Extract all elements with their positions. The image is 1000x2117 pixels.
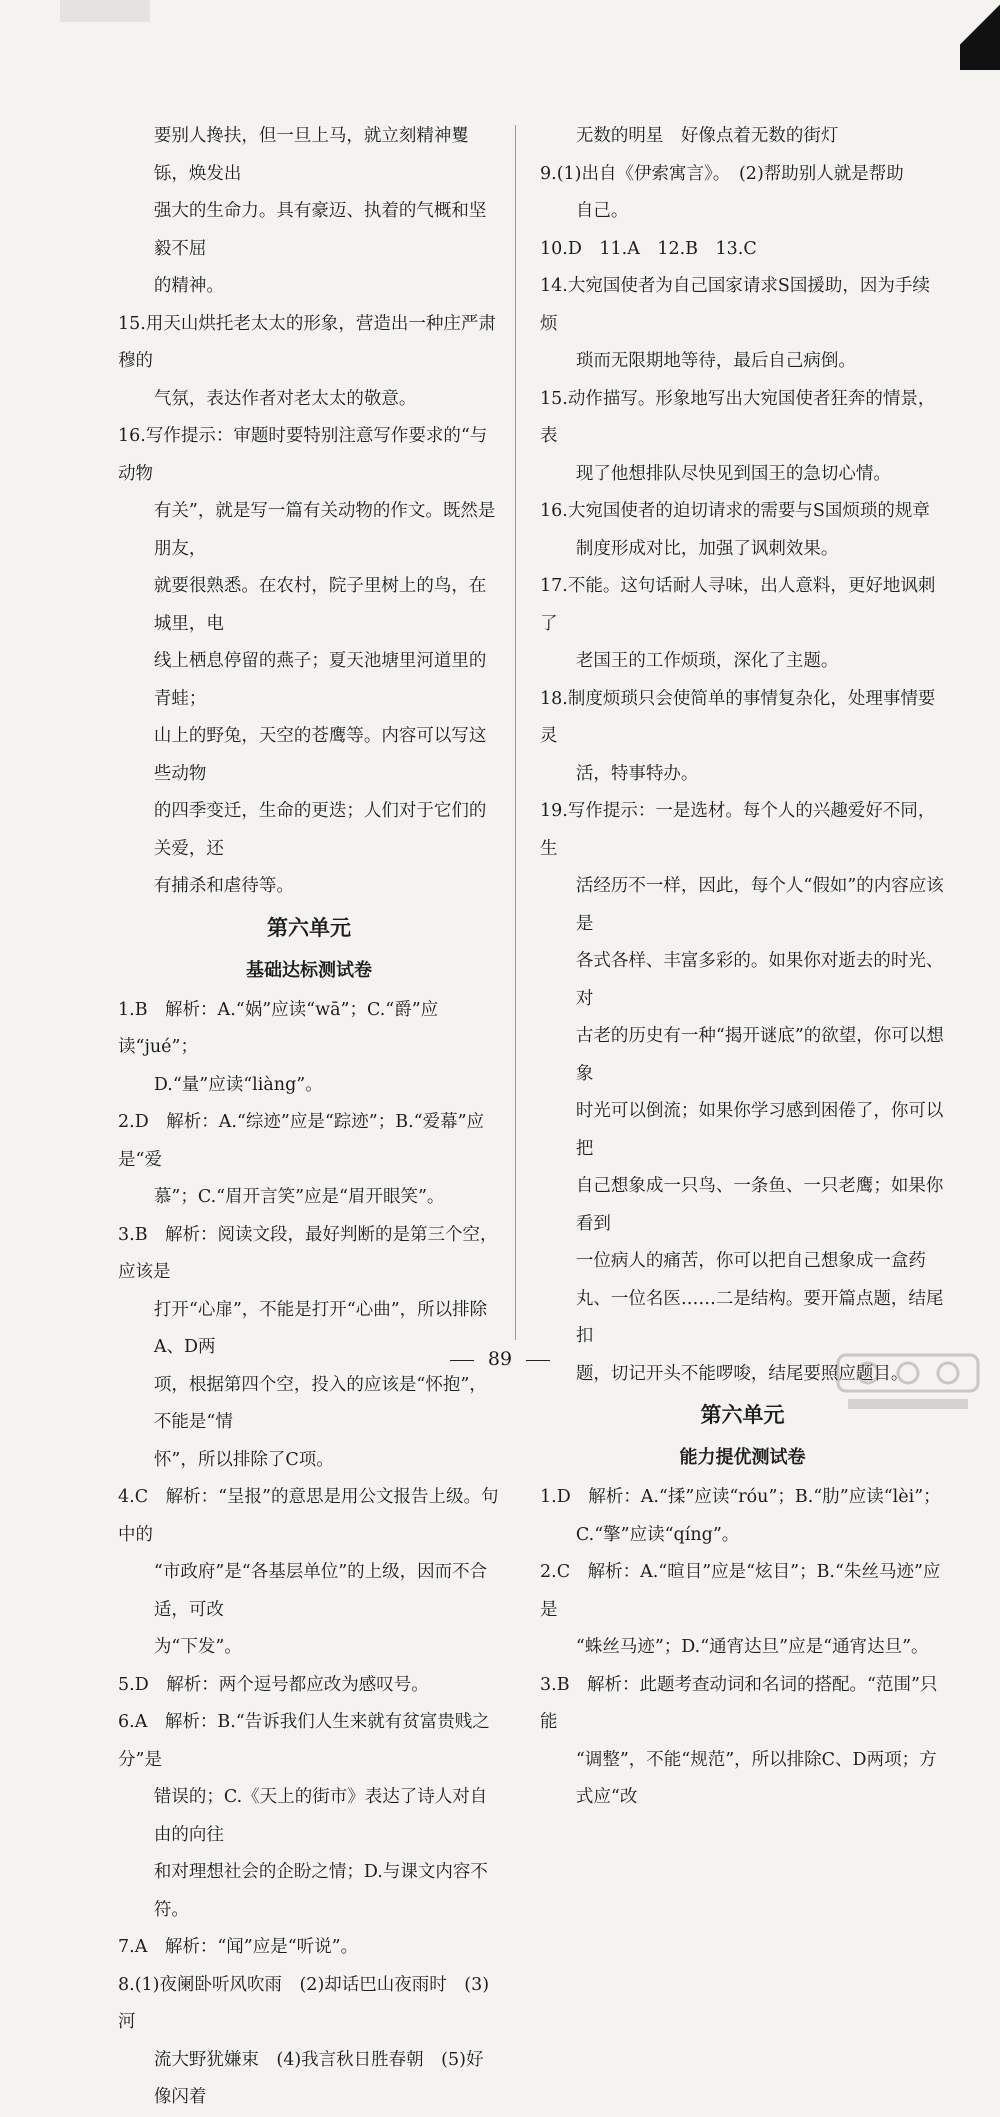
text-line: 为“下发”。 [153,1637,242,1657]
text-line: 慕”；C.“眉开言笑”应是“眉开眼笑”。 [153,1187,445,1207]
text-line: 题，切记开头不能啰唆，结尾要照应题目。 [575,1363,909,1384]
text-line: 项，根据第四个空，投入的应该是“怀抱”，不能是“情 [153,1374,487,1432]
section-title: 第六单元 [700,1403,785,1427]
text-line: 气氛，表达作者对老太太的敬意。 [153,388,417,409]
text-line: 2.D 解析：A.“综迹”应是“踪迹”；B.“爱幕”应是“爱 [118,1112,485,1170]
page-corner-shadow [960,0,1000,70]
text-line: 活经历不一样，因此，每个人“假如”的内容应该是 [575,876,944,934]
text-line: 古老的历史有一种“揭开谜底”的欲望，你可以想象 [575,1026,944,1084]
text-line: 5.D 解析：两个逗号都应改为感叹号。 [118,1674,429,1695]
text-line: 活，特事特办。 [575,763,699,784]
text-line: 的四季变迁，生命的更迭；人们对于它们的关爱，还 [153,801,487,859]
text-line: 15.动作描写。形象地写出大宛国使者狂奔的情景，表 [540,388,936,446]
text-line: 3.B 解析：阅读文段，最好判断的是第三个空，应该是 [118,1224,498,1282]
text-line: 1.B 解析：A.“娲”应读“wā”；C.“爵”应读“jué”； [118,999,439,1057]
text-line: 7.A 解析：“闻”应是“听说”。 [118,1937,359,1957]
text-line: 流大野犹嫌束 (4)我言秋日胜春朝 (5)好像闪着 [153,2049,484,2107]
section-subtitle: 基础达标测试卷 [246,959,372,981]
text-line: 8.(1)夜阑卧听风吹雨 (2)却话巴山夜雨时 (3)河 [118,1974,490,2032]
text-line: “蛛丝马迹”；D.“通宵达旦”应是“通宵达旦”。 [575,1637,929,1657]
text-line: 打开“心扉”，不能是打开“心曲”，所以排除A、D两 [153,1299,488,1357]
text-line: 错误的；C.《天上的街市》表达了诗人对自由的向往 [153,1787,488,1845]
text-line: 17.不能。这句话耐人寻味，出人意料，更好地讽刺了 [540,576,936,634]
text-line: 现了他想排队尽快见到国王的急切心情。 [575,463,891,484]
section-subtitle: 能力提优测试卷 [679,1447,806,1468]
text-line: 和对理想社会的企盼之情；D.与课文内容不符。 [153,1862,488,1920]
text-line: 一位病人的痛苦，你可以把自己想象成一盒药 [575,1251,926,1271]
text-line: 1.D 解析：A.“揉”应读“róu”；B.“肋”应读“lèi”； [540,1487,941,1507]
text-line: 14.大宛国使者为自己国家请求S国援助，因为手续烦 [540,276,930,334]
section-title: 第六单元 [267,915,351,940]
text-line: 有关”，就是写一篇有关动物的作文。既然是朋友， [153,501,496,559]
text-line: “调整”，不能“规范”，所以排除C、D两项；方式应“改 [575,1749,937,1807]
page-number-text: 89 [487,1348,513,1370]
text-line: 4.C 解析：“呈报”的意思是用公文报告上级。句中的 [118,1487,499,1545]
text-line: 自己。 [575,201,629,221]
right-column [540,118,945,1817]
text-line: 19.写作提示：一是选材。每个人的兴趣爱好不同，生 [540,801,936,859]
text-line: 要别人搀扶，但一旦上马，就立刻精神矍铄，焕发出 [153,126,469,184]
watermark-logo-icon [828,1347,988,1417]
text-line: 强大的生命力。具有豪迈、执着的气概和坚毅不屈 [153,201,487,259]
text-line: 老国王的工作烦琐，深化了主题。 [575,651,839,671]
left-column [118,118,500,2117]
text-line: 山上的野兔，天空的苍鹰等。内容可以写这些动物 [153,726,487,784]
text-line: 9.(1)出自《伊索寓言》。 (2)帮助别人就是帮助 [540,163,904,184]
text-line: 琐而无限期地等待，最后自己病倒。 [575,351,856,371]
text-line: 时光可以倒流；如果你学习感到困倦了，你可以把 [575,1101,944,1159]
text-line: 15.用天山烘托老太太的形象，营造出一种庄严肃穆的 [118,313,496,371]
text-line: 10.D 11.A 12.B 13.C [540,238,757,259]
text-line: C.“擎”应读“qíng”。 [575,1524,740,1545]
text-line: 就要很熟悉。在农村，院子里树上的鸟，在城里，电 [153,576,487,634]
text-line: 制度形成对比，加强了讽刺效果。 [575,538,839,559]
text-line: 自己想象成一只鸟、一条鱼、一只老鹰；如果你看到 [575,1176,944,1234]
column-divider [515,125,516,1340]
text-line: 怀”，所以排除了C项。 [153,1449,334,1470]
text-line: 丸、一位名医……二是结构。要开篇点题，结尾扣 [575,1288,944,1346]
text-line: 有捕杀和虐待等。 [153,876,294,896]
text-line: 线上栖息停留的燕子；夏天池塘里河道里的青蛙； [153,651,487,709]
text-line: 3.B 解析：此题考查动词和名词的搭配。“范围”只能 [540,1674,938,1732]
text-line: 6.A 解析：B.“告诉我们人生来就有贫富贵贱之分”是 [118,1712,490,1770]
text-line: 无数的明星 好像点着无数的街灯 [575,126,839,146]
text-line: 各式各样、丰富多彩的。如果你对逝去的时光、对 [575,951,944,1009]
scan-artifact [60,0,150,22]
text-line: 18.制度烦琐只会使简单的事情复杂化，处理事情要灵 [540,688,936,746]
text-line: 16.大宛国使者的迫切请求的需要与S国烦琐的规章 [540,501,930,521]
text-line: “市政府”是“各基层单位”的上级，因而不合适，可改 [153,1562,488,1620]
text-line: 的精神。 [153,276,224,296]
text-line: 16.写作提示：审题时要特别注意写作要求的“与动物 [118,426,488,484]
text-line: D.“量”应读“liàng”。 [153,1074,323,1095]
text-line: 2.C 解析：A.“暄目”应是“炫目”；B.“朱丝马迹”应是 [540,1562,941,1620]
